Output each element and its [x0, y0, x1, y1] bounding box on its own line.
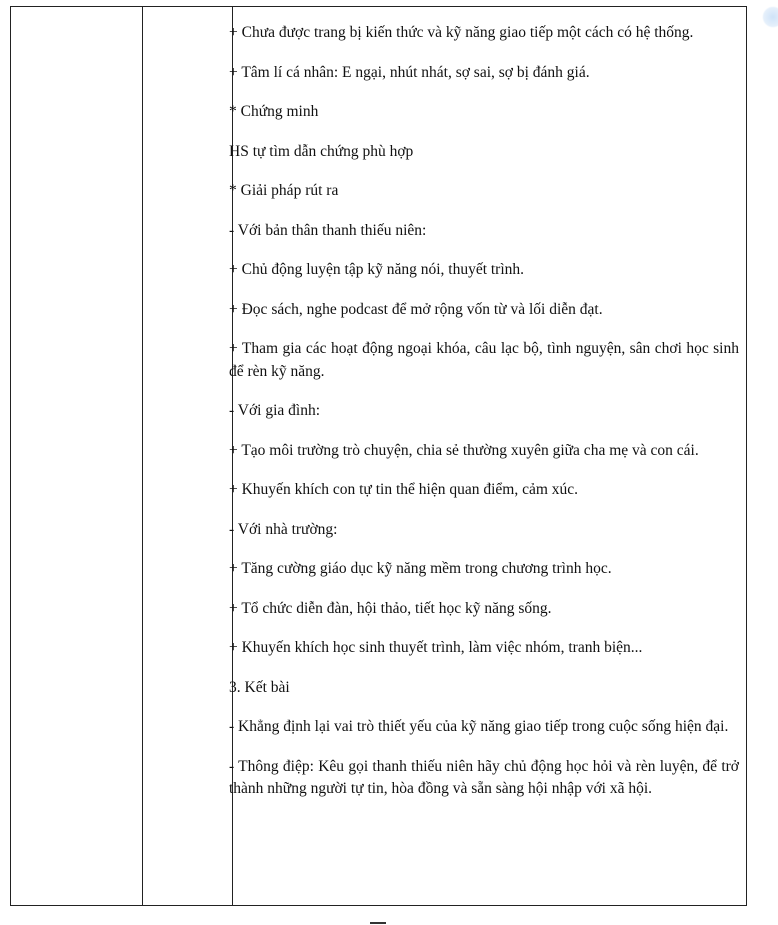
content-cell	[229, 22, 739, 818]
paragraph: - Với nhà trường:	[229, 520, 338, 538]
paragraph: * Giải pháp rút ra	[229, 182, 339, 199]
paragraph: + Tổ chức diễn đàn, hội thảo, tiết học kỹ năng sống.	[229, 599, 552, 617]
paragraph: - Với gia đình:	[229, 402, 321, 419]
paragraph: + Tâm lí cá nhân: E ngại, nhút nhát, sợ sai, sợ bị đánh giá.	[229, 63, 590, 81]
paragraph: - Thông điệp: Kêu gọi thanh thiếu niên hãy chủ động học hỏi và rèn luyện, để trở thành những người tự tin, hòa đồng và sẵn sàng hội nhập với xã hội.	[229, 757, 739, 797]
paragraph: + Khuyến khích học sinh thuyết trình, làm việc nhóm, tranh biện...	[229, 639, 643, 656]
paragraph: + Tăng cường giáo dục kỹ năng mềm trong chương trình học.	[229, 560, 612, 577]
paragraph: + Tạo môi trường trò chuyện, chia sẻ thường xuyên giữa cha mẹ và con cái.	[229, 441, 699, 459]
paragraph: HS tự tìm dẫn chứng phù hợp	[229, 142, 414, 160]
paragraph: + Chưa được trang bị kiến thức và kỹ năng giao tiếp một cách có hệ thống.	[229, 24, 694, 41]
watermark-logo-icon	[762, 6, 778, 28]
paragraph: * Chứng minh	[229, 103, 319, 120]
page-footer-mark	[370, 922, 386, 924]
paragraph: + Khuyến khích con tự tin thể hiện quan điểm, cảm xúc.	[229, 481, 579, 498]
paragraph: 3. Kết bài	[229, 678, 290, 696]
paragraph: - Khẳng định lại vai trò thiết yếu của kỹ năng giao tiếp trong cuộc sống hiện đại.	[229, 718, 729, 735]
paragraph: + Tham gia các hoạt động ngoại khóa, câu lạc bộ, tình nguyện, sân chơi học sinh để rèn kỹ năng.	[229, 340, 739, 380]
paragraph: + Đọc sách, nghe podcast để mở rộng vốn từ và lối diễn đạt.	[229, 300, 603, 318]
paragraph: - Với bản thân thanh thiếu niên:	[229, 221, 427, 239]
paragraph: + Chủ động luyện tập kỹ năng nói, thuyết trình.	[229, 261, 525, 278]
table-column-divider-1	[142, 7, 143, 905]
